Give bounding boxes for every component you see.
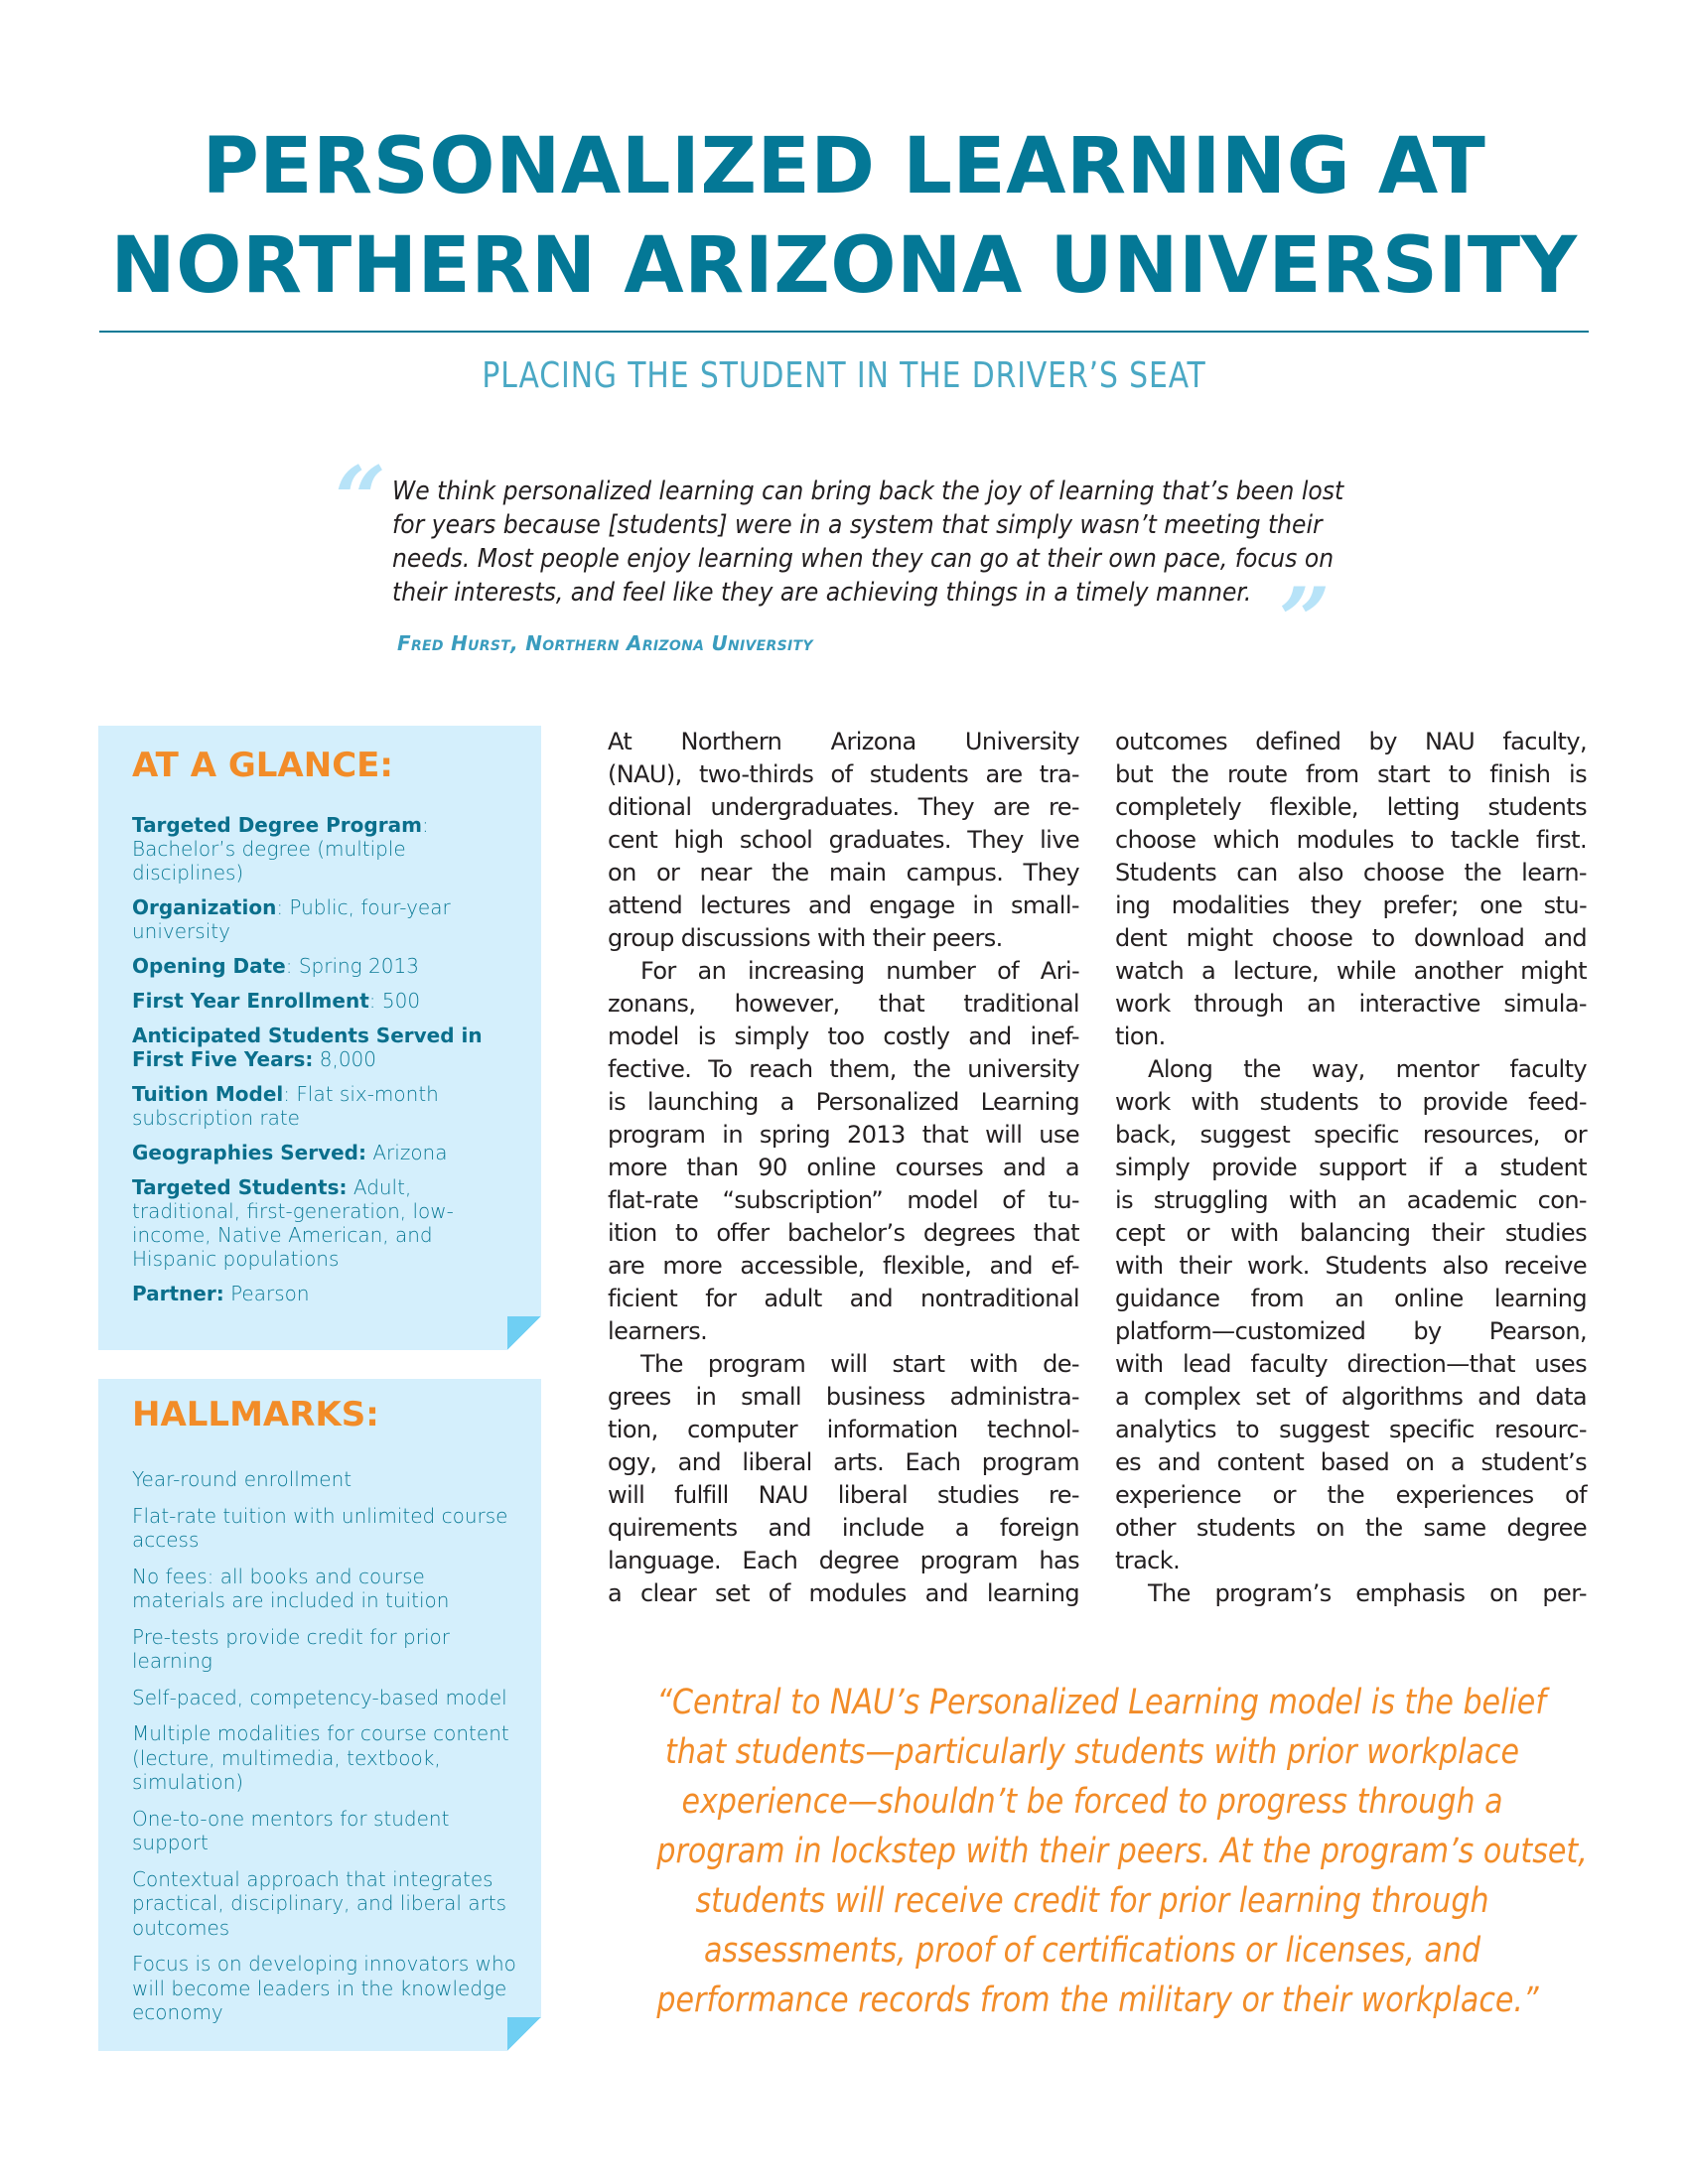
body-text-line: analytics to suggest specific resourc- (1115, 1416, 1587, 1443)
glance-item-value: Public, four-year university (132, 895, 451, 943)
body-text-line: work through an interactive simula- (1115, 990, 1587, 1018)
body-text-line: with lead faculty direction—that uses (1115, 1350, 1587, 1378)
body-text-line: For an increasing number of Ari- (640, 957, 1079, 985)
body-text-line: learners. (608, 1317, 708, 1345)
body-text-line: ogy, and liberal arts. Each program (608, 1448, 1079, 1476)
at-a-glance-list (132, 813, 509, 1316)
title-line-2: NORTHERN ARIZONA UNIVERSITY (110, 221, 1578, 311)
body-text-line: are more accessible, flexible, and ef- (608, 1252, 1079, 1280)
glance-item-value: Bachelor’s degree (multiple disciplines) (132, 837, 406, 885)
at-a-glance-box (98, 726, 541, 1350)
body-text-line: will fulfill NAU liberal studies re- (608, 1481, 1079, 1509)
body-text-line: on or near the main campus. They (608, 859, 1079, 887)
body-text-line: quirements and include a foreign (608, 1514, 1079, 1542)
lead-quote-line: We think personalized learning can bring back the joy of learning that’s been lost (392, 477, 1344, 506)
body-text-line: platform—customized by Pearson, (1115, 1317, 1587, 1345)
glance-item-separator: : (283, 1082, 297, 1106)
glance-item-value: Adult, traditional, first-generation, low-income, Native American, and Hispanic populations (132, 1175, 454, 1271)
body-text-line: is launching a Personalized Learning (608, 1088, 1079, 1116)
lead-quote-line: for years because [students] were in a system that simply wasn’t meeting their (392, 510, 1323, 540)
title-line-1: PERSONALIZED LEARNING AT (202, 122, 1486, 211)
body-text-line: model is simply too costly and inef- (608, 1023, 1079, 1050)
glance-item-value: Flat six-month subscription rate (132, 1082, 439, 1130)
glance-item-label: Targeted Students: (132, 1175, 348, 1199)
body-column-2 (1115, 726, 1587, 1610)
glance-item-separator: : (276, 895, 290, 919)
glance-item (132, 1024, 509, 1071)
body-text-line: ficient for adult and nontraditional (608, 1285, 1079, 1312)
lead-quote-line: needs. Most people enjoy learning when they can go at their own pace, focus on (392, 544, 1335, 574)
body-text-line: work with students to provide feed- (1115, 1088, 1587, 1116)
quote-attribution: Fred Hurst, Northern Arizona University (397, 631, 813, 655)
body-text-line: with their work. Students also receive (1115, 1252, 1587, 1280)
body-text-line: a clear set of modules and learning (608, 1579, 1079, 1607)
body-text-line: language. Each degree program has (608, 1547, 1079, 1574)
body-text-line: dent might choose to download and (1115, 924, 1587, 952)
pull-quote-line: performance records from the military or their workplace.” (656, 1980, 1539, 2020)
hallmarks-list (132, 1467, 519, 2037)
hallmark-item: Flat-rate tuition with unlimited course access (132, 1503, 508, 1552)
pull-quote-line: program in lockstep with their peers. At the program’s outset, (656, 1832, 1588, 1871)
glance-item-label: Opening Date (132, 954, 286, 978)
body-text-line: grees in small business administra- (608, 1383, 1079, 1411)
body-text-line: Along the way, mentor faculty (1148, 1055, 1587, 1083)
glance-item-separator: : (368, 989, 382, 1013)
glance-item-label: Anticipated Students Served in First Five Years: (132, 1024, 483, 1071)
hallmarks-heading: HALLMARKS: (132, 1395, 379, 1434)
glance-item-value: Arizona (372, 1141, 448, 1164)
body-text-line: cept or with balancing their studies (1115, 1219, 1587, 1247)
pull-quote-line: assessments, proof of certifications or licenses, and (703, 1931, 1481, 1971)
hallmark-item: Year-round enrollment (132, 1467, 352, 1491)
body-text-line: watch a lecture, while another might (1115, 957, 1587, 985)
glance-item-separator: : (285, 954, 299, 978)
glance-item-label: Organization (132, 895, 277, 919)
pull-quote-line: “Central to NAU’s Personalized Learning model is the belief (656, 1683, 1546, 1722)
glance-item (132, 813, 509, 885)
body-text-line: choose which modules to tackle first. (1115, 826, 1587, 854)
glance-item-label: First Year Enrollment (132, 989, 369, 1013)
body-text-line: experience or the experiences of (1115, 1481, 1587, 1509)
glance-item-value: 500 (381, 989, 421, 1013)
glance-item (132, 1082, 509, 1130)
body-text-line: other students on the same degree (1115, 1514, 1587, 1542)
hallmark-item: No fees: all books and course materials are included in tuition (132, 1564, 450, 1612)
glance-item-value: 8,000 (319, 1047, 376, 1071)
body-text-line: attend lectures and engage in small- (608, 891, 1079, 919)
hallmark-item: One-to-one mentors for student support (132, 1806, 450, 1854)
glance-item-label: Geographies Served: (132, 1141, 366, 1164)
body-text-line: more than 90 online courses and a (608, 1154, 1079, 1181)
body-text-line: guidance from an online learning (1115, 1285, 1587, 1312)
body-text-line: flat-rate “subscription” model of tu- (608, 1186, 1079, 1214)
body-text-line: ing modalities they prefer; one stu- (1115, 891, 1587, 919)
close-quote-icon: ” (1279, 568, 1331, 673)
glance-item (132, 1141, 509, 1164)
pull-quote (586, 1678, 1599, 2025)
hallmark-item: Contextual approach that integrates practical, disciplinary, and liberal arts outcomes (132, 1866, 507, 1940)
body-text-line: simply provide support if a student (1115, 1154, 1587, 1181)
body-text-line: program in spring 2013 that will use (608, 1121, 1079, 1149)
body-text-line: tion, computer information technol- (608, 1416, 1079, 1443)
glance-item-value: Spring 2013 (298, 954, 419, 978)
hallmark-item: Focus is on developing innovators who will become leaders in the knowledge economy (132, 1952, 516, 2024)
glance-item-label: Tuition Model (132, 1082, 284, 1106)
body-text-line: es and content based on a student’s (1115, 1448, 1587, 1476)
body-text-line: a complex set of algorithms and data (1115, 1383, 1587, 1411)
lead-quote (392, 475, 1344, 610)
body-text-line: The program’s emphasis on per- (1148, 1579, 1587, 1607)
pull-quote-line: students will receive credit for prior learning through (695, 1881, 1489, 1921)
subtitle: PLACING THE STUDENT IN THE DRIVER’S SEAT (482, 355, 1206, 396)
glance-item (132, 989, 509, 1013)
glance-item-label: Partner: (132, 1282, 224, 1305)
body-text-line: back, suggest specific resources, or (1115, 1121, 1587, 1149)
body-text-line: ditional undergraduates. They are re- (608, 793, 1079, 821)
hallmarks-box (98, 1379, 541, 2051)
page-fold-icon (507, 1316, 541, 1350)
glance-item (132, 1175, 509, 1271)
page-title (99, 117, 1589, 316)
body-text-line: fective. To reach them, the university (608, 1055, 1079, 1083)
body-text-line: but the route from start to finish is (1115, 760, 1587, 788)
at-a-glance-heading: AT A GLANCE: (132, 746, 393, 785)
body-text-line: track. (1115, 1547, 1181, 1574)
pull-quote-line: experience—shouldn’t be forced to progress through a (681, 1782, 1503, 1822)
body-text-line: completely flexible, letting students (1115, 793, 1587, 821)
glance-item (132, 954, 509, 978)
glance-item (132, 895, 509, 943)
body-text-line: zonans, however, that traditional (608, 990, 1079, 1018)
body-text-line: cent high school graduates. They live (608, 826, 1079, 854)
body-text-line: ition to offer bachelor’s degrees that (608, 1219, 1079, 1247)
body-text-line: tion. (1115, 1023, 1166, 1050)
body-text-line: Students can also choose the learn- (1115, 859, 1587, 887)
hallmark-item: Pre-tests provide credit for prior learning (132, 1624, 450, 1673)
pull-quote-line: that students—particularly students with prior workplace (665, 1732, 1519, 1772)
body-text-line: At Northern Arizona University (608, 728, 1079, 755)
glance-item-separator: : (421, 813, 429, 837)
glance-item-value: Pearson (230, 1282, 310, 1305)
body-text-line: is struggling with an academic con- (1115, 1186, 1587, 1214)
title-divider (99, 331, 1589, 333)
glance-item-label: Targeted Degree Program (132, 813, 422, 837)
open-quote-icon: “ (335, 447, 386, 552)
body-text-line: The program will start with de- (640, 1350, 1079, 1378)
body-text-line: group discussions with their peers. (608, 924, 1003, 952)
body-text-line: outcomes defined by NAU faculty, (1115, 728, 1587, 755)
page-fold-icon (507, 2017, 541, 2051)
body-column-1 (608, 726, 1079, 1610)
hallmark-item: Self-paced, competency-based model (132, 1685, 507, 1709)
glance-item (132, 1282, 509, 1305)
body-text-line: (NAU), two-thirds of students are tra- (608, 760, 1079, 788)
hallmark-item: Multiple modalities for course content (lecture, multimedia, textbook, simulation) (132, 1721, 509, 1794)
lead-quote-line: their interests, and feel like they are achieving things in a timely manner. (392, 578, 1252, 608)
